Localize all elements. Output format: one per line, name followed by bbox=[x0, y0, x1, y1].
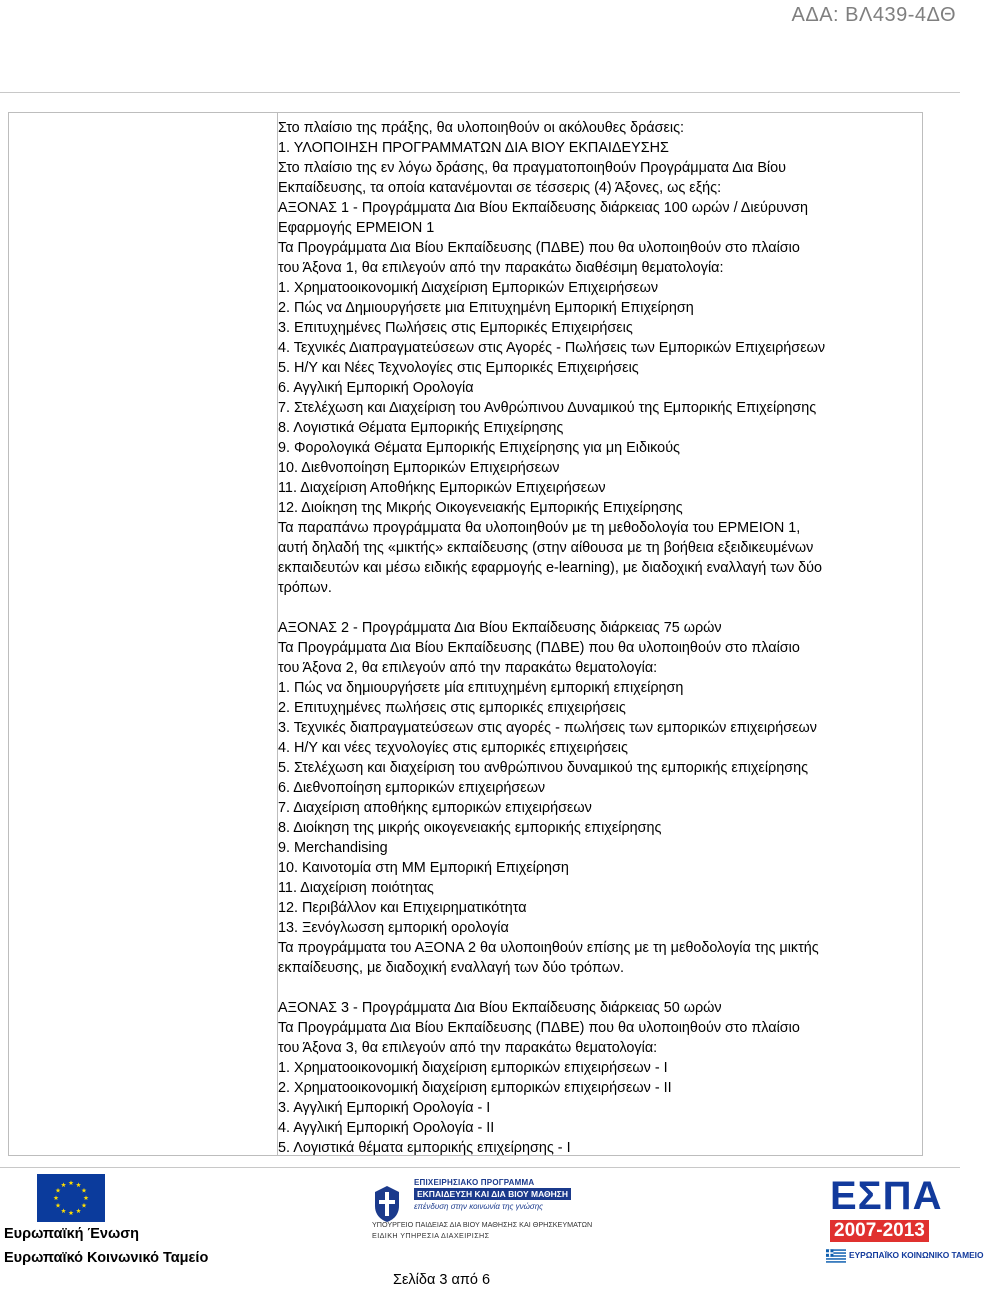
text-line: 4. Αγγλική Εμπορική Ορολογία - ΙΙ bbox=[278, 1120, 495, 1136]
text-line: 1. ΥΛΟΠΟΙΗΣΗ ΠΡΟΓΡΑΜΜΑΤΩΝ ΔΙΑ ΒΙΟΥ ΕΚΠΑΙΔΕΥΣΗΣ bbox=[278, 140, 669, 156]
espa-logo bbox=[822, 1174, 984, 1272]
text-line: 10. Διεθνοποίηση Εμπορικών Επιχειρήσεων bbox=[278, 460, 560, 476]
text-line: Εκπαίδευσης, τα οποία κατανέμονται σε τέσσερις (4) Άξονες, ως εξής: bbox=[278, 180, 722, 196]
eu-flag-icon bbox=[37, 1174, 105, 1222]
eu-star bbox=[76, 1208, 81, 1213]
text-line: 1. Χρηματοοικονομική Διαχείριση Εμπορικών Επιχειρήσεων bbox=[278, 280, 659, 296]
text-line: ΑΞΟΝΑΣ 2 - Προγράμματα Δια Βίου Εκπαίδευσης διάρκειας 75 ωρών bbox=[278, 620, 722, 636]
text-line: 13. Ξενόγλωσση εμπορική ορολογία bbox=[278, 920, 509, 936]
text-line: 8. Λογιστικά Θέματα Εμπορικής Επιχείρησης bbox=[278, 420, 564, 436]
text-line: 3. Αγγλική Εμπορική Ορολογία - Ι bbox=[278, 1100, 491, 1116]
eu-star bbox=[69, 1180, 74, 1185]
eu-star bbox=[82, 1203, 87, 1208]
text-line: 2. Επιτυχημένες πωλήσεις στις εμπορικές επιχειρήσεις bbox=[278, 700, 626, 716]
text-line: 7. Στελέχωση και Διαχείριση του Ανθρώπινου Δυναμικού της Εμπορικής Επιχείρησης bbox=[278, 400, 817, 416]
text-line: 5. Η/Υ και Νέες Τεχνολογίες στις Εμπορικές Επιχειρήσεις bbox=[278, 360, 639, 376]
text-line: Τα Προγράμματα Δια Βίου Εκπαίδευσης (ΠΔΒΕ) που θα υλοποιηθούν στο πλαίσιο bbox=[278, 1020, 800, 1036]
document-body bbox=[278, 118, 920, 1158]
text-line: 12. Περιβάλλον και Επιχειρηματικότητα bbox=[278, 900, 527, 916]
op-line-3: επένδυση στην κοινωνία της γνώσης bbox=[414, 1202, 544, 1211]
text-line: εκπαίδευσης, με διαδοχική εναλλαγή των δύο τρόπων. bbox=[278, 960, 625, 976]
text-line: 11. Διαχείριση Αποθήκης Εμπορικών Επιχειρήσεων bbox=[278, 480, 606, 496]
espa-years: 2007-2013 bbox=[830, 1220, 929, 1242]
esf-label: Ευρωπαϊκό Κοινωνικό Ταμείο bbox=[4, 1250, 209, 1266]
text-line: 6. Διεθνοποίηση εμπορικών επιχειρήσεων bbox=[278, 780, 546, 796]
text-line: Τα προγράμματα του ΑΞΟΝΑ 2 θα υλοποιηθούν επίσης με τη μεθοδολογία της μικτής bbox=[278, 940, 819, 956]
text-line: ΑΞΟΝΑΣ 3 - Προγράμματα Δια Βίου Εκπαίδευσης διάρκειας 50 ωρών bbox=[278, 1000, 722, 1016]
espa-fund: ΕΥΡΩΠΑΪΚΟ ΚΟΙΝΩΝΙΚΟ ΤΑΜΕΙΟ bbox=[849, 1250, 984, 1260]
eu-star bbox=[82, 1188, 87, 1193]
eu-star bbox=[69, 1210, 74, 1215]
operational-programme-logo bbox=[372, 1176, 593, 1256]
table-left-cell bbox=[9, 113, 278, 1155]
op-line-4: ΥΠΟΥΡΓΕΙΟ ΠΑΙΔΕΙΑΣ ΔΙΑ ΒΙΟΥ ΜΑΘΗΣΗΣ ΚΑΙ ΘΡΗΣΚΕΥΜΑΤΩΝ bbox=[372, 1220, 593, 1229]
text-line: 12. Διοίκηση της Μικρής Οικογενειακής Εμπορικής Επιχείρησης bbox=[278, 500, 683, 516]
text-line: Εφαρμογής ΕΡΜΕΙΟΝ 1 bbox=[278, 220, 435, 236]
text-line: 1. Πώς να δημιουργήσετε μία επιτυχημένη εμπορική επιχείρηση bbox=[278, 680, 684, 696]
text-line: 8. Διοίκηση της μικρής οικογενειακής εμπορικής επιχείρησης bbox=[278, 820, 662, 836]
text-line: 9. Φορολογικά Θέματα Εμπορικής Επιχείρησης για μη Ειδικούς bbox=[278, 440, 680, 456]
eu-star bbox=[56, 1203, 61, 1208]
text-line: ΑΞΟΝΑΣ 1 - Προγράμματα Δια Βίου Εκπαίδευσης διάρκειας 100 ωρών / Διεύρυνση bbox=[278, 200, 809, 216]
text-line: 4. Η/Υ και νέες τεχνολογίες στις εμπορικές επιχειρήσεις bbox=[278, 740, 628, 756]
text-line: 5. Στελέχωση και διαχείριση του ανθρώπινου δυναμικού της εμπορικής επιχείρησης bbox=[278, 760, 809, 776]
op-line-5: ΕΙΔΙΚΗ ΥΠΗΡΕΣΙΑ ΔΙΑΧΕΙΡΙΣΗΣ bbox=[372, 1231, 490, 1240]
blank-line bbox=[278, 598, 920, 618]
blank-line bbox=[278, 978, 920, 998]
text-line: Τα Προγράμματα Δια Βίου Εκπαίδευσης (ΠΔΒΕ) που θα υλοποιηθούν στο πλαίσιο bbox=[278, 240, 800, 256]
text-line: 11. Διαχείριση ποιότητας bbox=[278, 880, 434, 896]
eu-star bbox=[54, 1195, 59, 1200]
text-line: εκπαιδευτών και μέσω ειδικής εφαρμογής e-learning), με διαδοχική εναλλαγή των δύο bbox=[278, 560, 823, 576]
text-line: αυτή δηλαδή της «μικτής» εκπαίδευσης (στην αίθουσα με τη βοήθεια εξειδικευμένων bbox=[278, 540, 814, 556]
eu-star bbox=[61, 1208, 66, 1213]
text-line: του Άξονα 3, θα επιλεγούν από την παρακάτω θεματολογία: bbox=[278, 1040, 658, 1056]
espa-word: ΕΣΠΑ bbox=[830, 1174, 943, 1218]
eu-star bbox=[84, 1195, 89, 1200]
header-divider bbox=[0, 92, 960, 93]
eu-label: Ευρωπαϊκή Ένωση bbox=[4, 1226, 139, 1242]
text-line: 10. Καινοτομία στη ΜΜ Εμπορική Επιχείρηση bbox=[278, 860, 569, 876]
greek-flag-icon bbox=[826, 1249, 846, 1263]
eu-star bbox=[76, 1182, 81, 1187]
text-line: 3. Τεχνικές διαπραγματεύσεων στις αγορές - πωλήσεις των εμπορικών επιχειρήσεων bbox=[278, 720, 817, 736]
ada-header: ΑΔΑ: ΒΛ439-4ΔΘ bbox=[791, 4, 956, 26]
text-line: 3. Επιτυχημένες Πωλήσεις στις Εμπορικές Επιχειρήσεις bbox=[278, 320, 633, 336]
eu-star bbox=[56, 1188, 61, 1193]
op-line-2: ΕΚΠΑΙΔΕΥΣΗ ΚΑΙ ΔΙΑ ΒΙΟΥ ΜΑΘΗΣΗ bbox=[414, 1188, 571, 1200]
text-line: 5. Λογιστικά θέματα εμπορικής επιχείρησης - Ι bbox=[278, 1140, 571, 1156]
text-line: Στο πλαίσιο της εν λόγω δράσης, θα πραγματοποιηθούν Προγράμματα Δια Βίου bbox=[278, 160, 786, 176]
text-line: του Άξονα 2, θα επιλεγούν από την παρακάτω θεματολογία: bbox=[278, 660, 658, 676]
op-line-1: ΕΠΙΧΕΙΡΗΣΙΑΚΟ ΠΡΟΓΡΑΜΜΑ bbox=[414, 1178, 535, 1187]
text-line: 2. Χρηματοοικονομική διαχείριση εμπορικών επιχειρήσεων - ΙΙ bbox=[278, 1080, 672, 1096]
text-line: 6. Αγγλική Εμπορική Ορολογία bbox=[278, 380, 474, 396]
eu-star bbox=[61, 1182, 66, 1187]
text-line: 9. Merchandising bbox=[278, 840, 388, 856]
text-line: 1. Χρηματοοικονομική διαχείριση εμπορικών επιχειρήσεων - Ι bbox=[278, 1060, 668, 1076]
text-line: Τα Προγράμματα Δια Βίου Εκπαίδευσης (ΠΔΒΕ) που θα υλοποιηθούν στο πλαίσιο bbox=[278, 640, 800, 656]
text-line: 4. Τεχνικές Διαπραγματεύσεων στις Αγορές - Πωλήσεις των Εμπορικών Επιχειρήσεων bbox=[278, 340, 826, 356]
text-line: 2. Πώς να Δημιουργήσετε μια Επιτυχημένη Εμπορική Επιχείρηση bbox=[278, 300, 694, 316]
text-line: Στο πλαίσιο της πράξης, θα υλοποιηθούν οι ακόλουθες δράσεις: bbox=[278, 120, 685, 136]
text-line: τρόπων. bbox=[278, 580, 332, 596]
text-line: του Άξονα 1, θα επιλεγούν από την παρακάτω διαθέσιμη θεματολογία: bbox=[278, 260, 724, 276]
footer-divider bbox=[0, 1167, 960, 1168]
text-line: Τα παραπάνω προγράμματα θα υλοποιηθούν με τη μεθοδολογία του ΕΡΜΕΙΟΝ 1, bbox=[278, 520, 801, 536]
page-number: Σελίδα 3 από 6 bbox=[393, 1272, 491, 1288]
text-line: 7. Διαχείριση αποθήκης εμπορικών επιχειρήσεων bbox=[278, 800, 592, 816]
